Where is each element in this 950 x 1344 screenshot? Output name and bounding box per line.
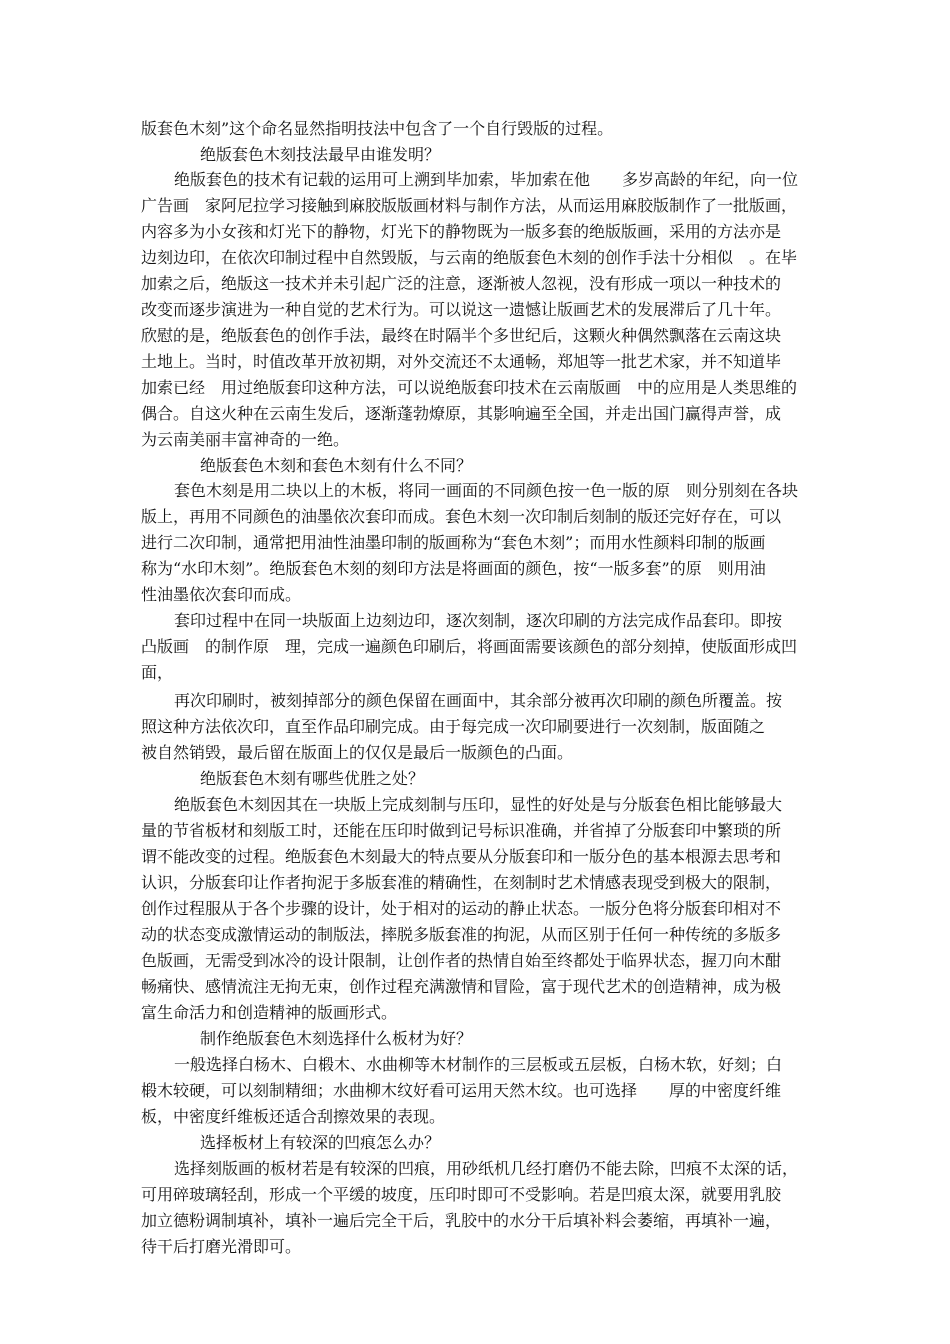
- body-line: 板，中密度纤维板还适合刮擦效果的表现。: [141, 1107, 446, 1126]
- body-line: 加索之后，绝版这一技术并未引起广泛的注意，逐渐被人忽视，没有形成一项以一种技术的: [141, 274, 782, 293]
- body-line: 照这种方法依次印，直至作品印刷完成。由于每完成一次印刷要进行一次刻制，版面随之: [141, 717, 766, 736]
- paragraph-first-line: 绝版套色木刻因其在一块版上完成刻制与压印，显性的好处是与分版套色相比能够最大: [174, 795, 783, 814]
- body-line: 量的节省板材和刻版工时，还能在压印时做到记号标识准确，并省掉了分版套印中繁琐的所: [141, 821, 782, 840]
- section-heading: 绝版套色木刻和套色木刻有什么不同？: [200, 456, 473, 475]
- body-line: 富生命活力和创造精神的版画形式。: [141, 1003, 398, 1022]
- paragraph-first-line: 套印过程中在同一块版面上边刻边印，逐次刻制，逐次印刷的方法完成作品套印。即按: [174, 611, 783, 630]
- section-heading: 绝版套色木刻有哪些优胜之处？: [200, 769, 425, 788]
- body-line: 加立德粉调制填补，填补一遍后完全干后，乳胶中的水分干后填补料会萎缩，再填补一遍，: [141, 1211, 782, 1230]
- body-line: 改变而逐步演进为一种自觉的艺术行为。可以说这一遗憾让版画艺术的发展滞后了几十年。: [141, 300, 782, 319]
- body-line: 版上，再用不同颜色的油墨依次套印而成。套色木刻一次印制后刻制的版还完好存在，可以: [141, 507, 782, 526]
- section-heading: 绝版套色木刻技法最早由谁发明？: [200, 145, 441, 164]
- body-line: 称为“水印木刻”。绝版套色木刻的刻印方法是将画面的颜色，按“一版多套”的原 则用油: [141, 559, 766, 578]
- body-line: 创作过程服从于各个步骤的设计，处于相对的运动的静止状态。一版分色将分版套印相对不: [141, 899, 782, 918]
- body-line: 色版画，无需受到冰冷的设计限制，让创作者的热情自始至终都处于临界状态，握刀向木酣: [141, 951, 782, 970]
- paragraph-first-line: 一般选择白杨木、白椴木、水曲柳等木材制作的三层板或五层板，白杨木软，好刻；白: [174, 1055, 783, 1074]
- paragraph-first-line: 再次印刷时，被刻掉部分的颜色保留在画面中，其余部分被再次印刷的颜色所覆盖。按: [174, 691, 783, 710]
- body-line: 畅痛快、感情流注无拘无束，创作过程充满激情和冒险，富于现代艺术的创造精神，成为极: [141, 977, 782, 996]
- paragraph-first-line: 绝版套色的技术有记载的运用可上溯到毕加索，毕加索在他 多岁高龄的年纪，向一位: [174, 170, 799, 189]
- body-line: 待干后打磨光滑即可。: [141, 1237, 302, 1256]
- section-heading: 制作绝版套色木刻选择什么板材为好？: [200, 1029, 473, 1048]
- body-line: 可用碎玻璃轻刮，形成一个平缓的坡度，压印时即可不受影响。若是凹痕太深，就要用乳胶: [141, 1185, 782, 1204]
- body-line: 偶合。自这火种在云南生发后，逐渐蓬勃燎原，其影响遍至全国，并走出国门赢得声誉，成: [141, 404, 782, 423]
- paragraph-first-line: 套色木刻是用二块以上的木板，将同一画面的不同颜色按一色一版的原 则分别刻在各块: [174, 481, 799, 500]
- body-line: 谓不能改变的过程。绝版套色木刻最大的特点要从分版套印和一版分色的基本根源去思考和: [141, 847, 782, 866]
- body-line: 广告画 家阿尼拉学习接触到麻胶版版画材料与制作方法，从而运用麻胶版制作了一批版画，: [141, 196, 798, 215]
- body-line: 为云南美丽丰富神奇的一绝。: [141, 430, 350, 449]
- body-line: 椴木较硬，可以刻制精细；水曲柳木纹好看可运用天然木纹。也可选择 厚的中密度纤维: [141, 1081, 782, 1100]
- body-line: 面，: [141, 663, 174, 682]
- body-line: 动的状态变成激情运动的制版法，摔脱多版套准的拘泥，从而区别于任何一种传统的多版多: [141, 925, 782, 944]
- body-line: 性油墨依次套印而成。: [141, 585, 302, 604]
- body-line: 被自然销毁，最后留在版面上的仅仅是最后一版颜色的凸面。: [141, 743, 574, 762]
- body-line: 凸版画 的制作原 理，完成一遍颜色印刷后，将画面需要该颜色的部分刻掉，使版面形成凹: [141, 637, 798, 656]
- body-line: 欣慰的是，绝版套色的创作手法，最终在时隔半个多世纪后，这颗火种偶然飘落在云南这块: [141, 326, 782, 345]
- body-line: 土地上。当时，时值改革开放初期，对外交流还不太通畅，郑旭等一批艺术家，并不知道毕: [141, 352, 782, 371]
- body-line: 认识，分版套印让作者拘泥于多版套准的精确性，在刻制时艺术情感表现受到极大的限制，: [141, 873, 782, 892]
- body-line: 版套色木刻”这个命名显然指明技法中包含了一个自行毁版的过程。: [141, 119, 614, 138]
- body-line: 内容多为小女孩和灯光下的静物，灯光下的静物既为一版多套的绝版版画，采用的方法亦是: [141, 222, 782, 241]
- body-line: 加索已经 用过绝版套印这种方法，可以说绝版套印技术在云南版画 中的应用是人类思维的: [141, 378, 798, 397]
- body-line: 进行二次印制，通常把用油性油墨印制的版画称为“套色木刻”；而用水性颜料印制的版画: [141, 533, 766, 552]
- section-heading: 选择板材上有较深的凹痕怎么办？: [200, 1133, 441, 1152]
- paragraph-first-line: 选择刻版画的板材若是有较深的凹痕，用砂纸机几经打磨仍不能去除，凹痕不太深的话，: [174, 1159, 799, 1178]
- body-line: 边刻边印，在依次印制过程中自然毁版，与云南的绝版套色木刻的创作手法十分相似 。在毕: [141, 248, 798, 267]
